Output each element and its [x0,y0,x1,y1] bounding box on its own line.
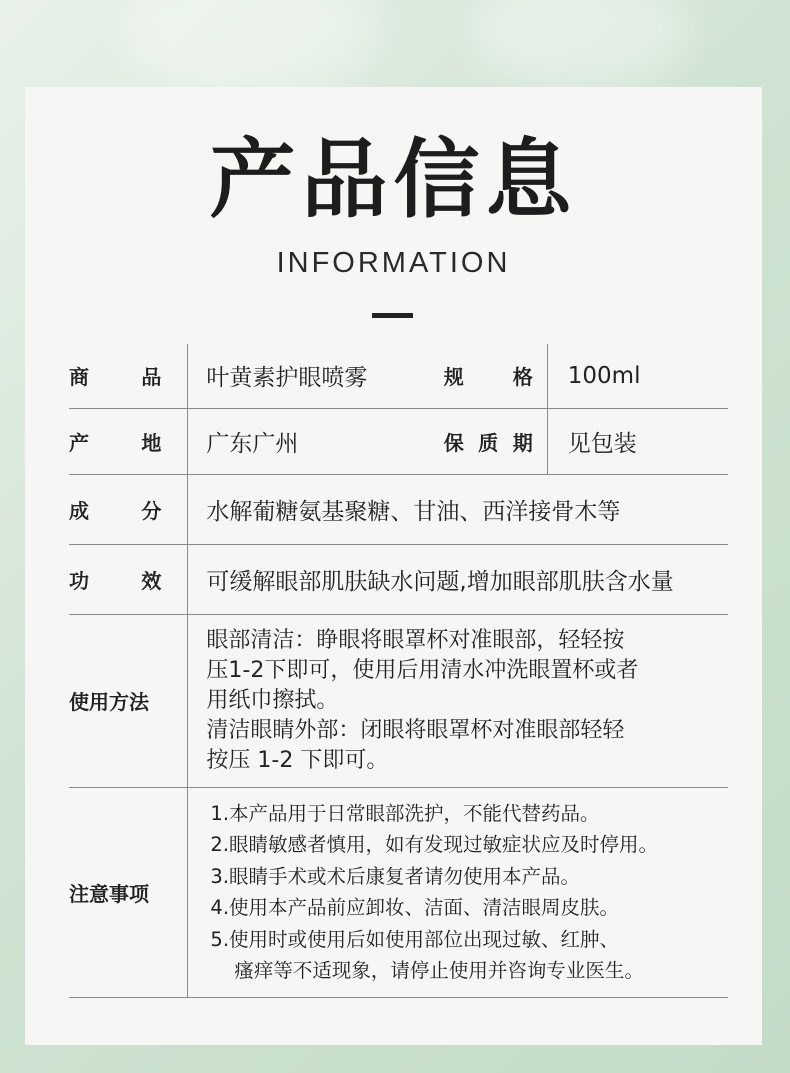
usage-label: 使用方法 [69,614,188,787]
page-title: 产品信息 [209,130,578,230]
row-label: 产 地 [69,408,188,474]
spec-label: 规 格 [444,344,547,408]
usage-value: 眼部清洁：睁眼将眼罩杯对准眼部，轻轻按 压1-2下即可，使用后用清水冲洗眼置杯或者 用纸巾擦拭。 清洁眼睛外部：闭眼将眼罩杯对准眼部轻轻 按压 1-2 下即可。 [206,627,639,773]
table-row [69,474,728,544]
table-row [69,787,728,997]
background-blur [120,0,380,100]
shelf-life-label: 保 质 期 [444,408,547,474]
page-subtitle: INFORMATION [276,247,511,279]
row-label: 功 效 [69,544,188,614]
table-row [69,614,728,787]
table-row [69,544,728,614]
info-card [25,87,762,1045]
row-label: 商 品 [69,344,188,408]
notes-value: 1.本产品用于日常眼部洗护，不能代替药品。 2.眼睛敏感者慎用，如有发现过敏症状应及时停用。 3.眼睛手术或术后康复者请勿使用本产品。 4.使用本产品前应卸妆、洁面、清洁眼周皮肤。 5.使用时或使用后如使用部位出现过敏、红肿、 瘙痒等不适现象，请停止使用并咨询专业医生。 [210,801,659,982]
background-blur [470,0,690,90]
spec-value: 100ml [567,362,641,389]
product-info-table [69,344,728,998]
efficacy-value: 可缓解眼部肌肤缺水问题,增加眼部肌肤含水量 [206,568,674,595]
ingredients-value: 水解葡糖氨基聚糖、甘油、西洋接骨木等 [206,498,621,525]
notes-label: 注意事项 [69,787,188,997]
table-row [69,408,728,474]
shelf-life-value: 见包装 [567,430,637,457]
origin-value: 广东广州 [206,430,299,457]
table-row [69,344,728,408]
row-label: 成 分 [69,474,188,544]
product-name-value: 叶黄素护眼喷雾 [206,365,368,392]
title-divider [372,313,413,318]
